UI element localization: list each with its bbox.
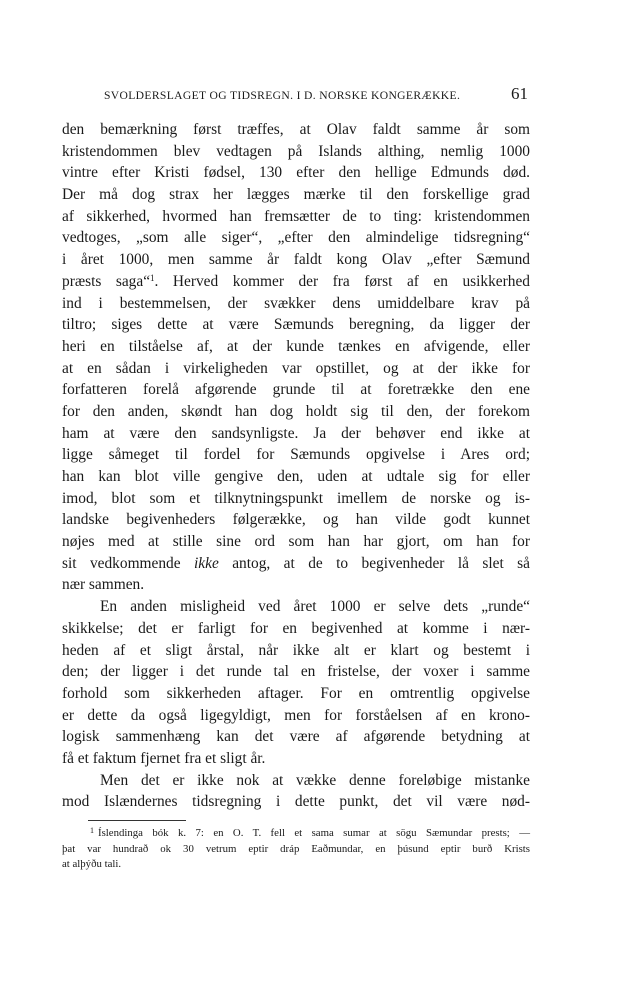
text-line: den; der ligger i det runde tal en fristelse, der voxer i samme: [62, 663, 530, 681]
text-line: ligge såmeget til fordel for Sæmunds opgivelse i Ares ord;: [62, 446, 530, 464]
footnote: [62, 826, 530, 873]
text-line: logisk sammenhæng kan det være af afgørende betydning at: [62, 728, 530, 746]
text-line: nøjes med at stille sine ord som han har gjort, om han for: [62, 533, 530, 551]
running-title: SVOLDERSLAGET OG TIDSREGN. I D. NORSKE KONGERÆKKE.: [104, 89, 461, 102]
text-line-with-emphasis: [62, 553, 530, 575]
text-line: heden af et sligt årstal, når ikke alt er klart og bestemt i: [62, 641, 530, 659]
text-line: for den anden, skøndt han dog holdt sig til den, der forekom: [62, 402, 530, 420]
footnote-mark: 1: [90, 826, 94, 835]
text-line: Der må dog strax her lægges mærke til den forskellige grad: [62, 186, 530, 204]
text-line: kristendommen blev vedtagen på Islands althing, nemlig 1000: [62, 142, 530, 160]
text-line: i året 1000, men samme år faldt kong Olav „efter Sæmund: [62, 251, 530, 269]
text-fragment: sit vedkommende: [62, 554, 194, 572]
body-text: [62, 119, 530, 813]
text-line: heri en tilståelse af, at der kunde tænkes en afvigende, eller: [62, 337, 530, 355]
text-line: ham at være den sandsynligste. Ja der behøver end ikke at: [62, 424, 530, 442]
emphasized-word: ikke: [194, 554, 219, 572]
text-line: imod, blot som et tilknytningspunkt imellem de norske og is-: [62, 489, 530, 507]
footnote-divider: [88, 820, 186, 821]
text-line: få et faktum fjernet fra et sligt år.: [62, 749, 266, 767]
text-line: han kan blot ville gengive den, uden at udtale sig for eller: [62, 468, 530, 485]
text-line: En anden misligheid ved året 1000 er selve dets „runde“: [100, 598, 530, 616]
footnote-reference: 1: [150, 272, 155, 283]
footnote-line: [62, 826, 530, 842]
text-line: skikkelse; det er farligt for en begivenhed at komme i nær-: [62, 619, 530, 637]
text-line: vintre efter Kristi fødsel, 130 efter den hellige Edmunds død.: [62, 164, 530, 182]
footnote-text: Íslendinga bók k. 7: en O. T. fell et sama sumar at sögu Sæmundar prests; —: [98, 827, 530, 839]
text-fragment: præsts saga“: [62, 272, 151, 290]
footnote-line: at alþýðu tali.: [62, 858, 122, 870]
text-line: er dette da også ligegyldigt, men for forståelsen af en krono-: [62, 706, 530, 724]
text-line: at en sådan i virkeligheden var opstillet, og at der ikke for: [62, 359, 530, 377]
page-header: [104, 84, 528, 104]
text-line: den bemærkning først træffes, at Olav faldt samme år som: [62, 121, 530, 138]
text-line: forfatteren forelå afgørende grunde til at foretrække den ene: [62, 381, 530, 399]
text-fragment: . Herved kommer der fra først af en usikkerhed: [154, 272, 530, 290]
text-line: af sikkerhed, hvormed han fremsætter de to ting: kristendommen: [62, 207, 530, 225]
text-line: ind i bestemmelsen, der svækker dens umiddelbare krav på: [62, 294, 530, 312]
text-line: Men det er ikke nok at vække denne foreløbige mistanke: [100, 771, 530, 789]
page-number: 61: [511, 84, 528, 103]
text-line: landske begivenheders følgerække, og han vilde godt kunnet: [62, 511, 530, 529]
text-line: vedtoges, „som alle siger“, „efter den almindelige tidsregning“: [62, 229, 530, 247]
text-line: forhold som sikkerheden aftager. For en omtrentlig opgivelse: [62, 684, 530, 702]
text-fragment: antog, at de to begivenheder lå slet så: [218, 554, 530, 572]
footnote-line: þat var hundrað ok 30 vetrum eptir dráp Eaðmundar, en þúsund eptir burð Krists: [62, 842, 530, 855]
text-line: mod Islændernes tidsregning i dette punkt, det vil være nød-: [62, 793, 530, 811]
text-line-with-footnote-ref: [62, 271, 530, 293]
text-line: nær sammen.: [62, 576, 145, 594]
text-line: tiltro; siges dette at være Sæmunds beregning, da ligger der: [62, 316, 530, 334]
